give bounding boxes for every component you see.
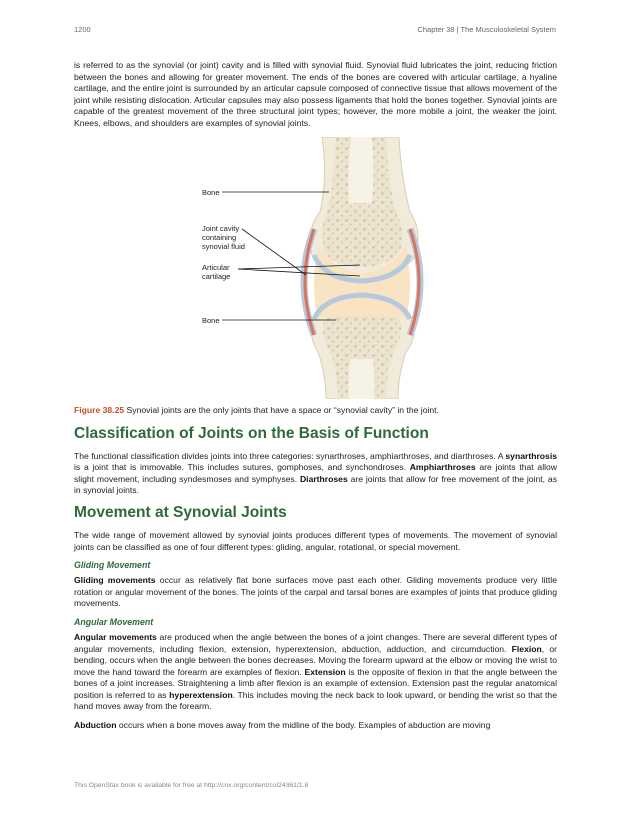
text-run: is a joint that is immovable. This includes sutures, gomphoses, and synchondroses. <box>74 462 410 473</box>
term-flexion: Flexion <box>511 643 542 654</box>
text-run: occur as relatively flat bone surfaces move past each other. Gliding movements produce very little rotation or angular movement of the bones. The joints of the carpal and tarsal bones are examples of joints that produce gliding movements. <box>74 575 557 609</box>
gliding-paragraph <box>74 575 557 610</box>
synovial-joint-figure <box>74 137 557 399</box>
synovial-joint-diagram <box>74 137 557 399</box>
page-footer: This OpenStax book is available for free at http://cnx.org/content/col24361/1.8 <box>74 782 309 789</box>
text-run: are joints that allow slight movement, including syndesmoses and symphyses. <box>74 462 558 484</box>
text-run: . This includes moving the neck back to look upward, or bending the wrist so that the hand moves away from the forearm. <box>74 689 557 712</box>
term-hyperextension: hyperextension <box>169 689 233 700</box>
term-abduction: Abduction <box>74 720 117 731</box>
term-diarthroses: Diarthroses <box>299 473 348 484</box>
label-bone-top: Bone <box>202 187 220 197</box>
text-run: occurs when a bone moves away from the midline of the body. Examples of abduction are moving <box>116 720 491 731</box>
subheading-gliding: Gliding Movement <box>74 560 151 571</box>
intro-paragraph: is referred to as the synovial (or joint) cavity and is filled with synovial fluid. Synovial fluid lubricates the joint, reducing friction between the bones and allowing for greater movement. The ends of the bones are covered with articular cartilage, a hyaline cartilage, and the entire joint is surrounded by an articular capsule composed of connective tissue that allows movement of the joint while resisting dislocation. Articular capsules may also possess ligaments that hold the bones together. Synovial joints are capable of the greatest movement of the three structural joint types; however, the more mobile a joint, the weaker the joint. Knees, elbows, and shoulders are examples of synovial joints. <box>74 60 557 128</box>
label-cavity-2: containing <box>202 232 237 242</box>
page-number: 1200 <box>74 25 91 34</box>
angular-paragraph <box>74 632 557 713</box>
figure-caption <box>74 405 557 416</box>
term-amphiarthroses: Amphiarthroses <box>409 462 476 473</box>
figure-caption-label: Figure 38.25 <box>74 404 125 415</box>
term-synarthrosis: synarthrosis <box>505 450 557 461</box>
term-gliding-movements: Gliding movements <box>74 575 156 586</box>
figure-caption-text: Synovial joints are the only joints that have a space or “synovial cavity” in the joint. <box>124 404 439 415</box>
text-run: is the opposite of flexion in that the angle between the bones of a joint increases. Straightening a limb after flexion is an example of extension. Extension past the regular anatomical position is referred to as <box>74 666 557 700</box>
label-cartilage-2: cartilage <box>202 271 231 281</box>
section-heading-classification: Classification of Joints on the Basis of Function <box>74 424 429 442</box>
section-heading-movement: Movement at Synovial Joints <box>74 503 287 521</box>
label-cavity-1: Joint cavity <box>202 223 240 233</box>
movement-intro-paragraph: The wide range of movement allowed by synovial joints produces different types of movements. The movement of synovial joints can be classified as one of four different types: gliding, angular, rotational, or special movement. <box>74 529 557 552</box>
term-extension: Extension <box>304 666 346 677</box>
page-content <box>74 60 557 739</box>
text-run: The functional classification divides joints into three categories: synarthroses, amphiarthroses, and diarthroses. A <box>74 450 506 461</box>
page-header <box>74 25 556 34</box>
text-run: are joints that allow for free movement of the joint, as in synovial joints. <box>74 473 557 496</box>
subheading-angular: Angular Movement <box>74 616 154 627</box>
text-run: , or bending, occurs when the angle between the bones decreases. Moving the forearm upward at the elbow or moving the wrist to move the hand toward the forearm are examples of flexion. <box>74 643 557 677</box>
term-angular-movements: Angular movements <box>74 631 157 642</box>
text-run: are produced when the angle between the bones of a joint changes. There are several different types of angular movements, including flexion, extension, hyperextension, abduction, adduction, and circumduction. <box>74 631 557 654</box>
label-bone-bottom: Bone <box>202 315 220 325</box>
classification-paragraph <box>74 451 557 497</box>
label-cartilage-1: Articular <box>202 262 230 272</box>
label-cavity-3: synovial fluid <box>202 241 245 251</box>
abduction-paragraph <box>74 720 557 732</box>
chapter-title: Chapter 38 | The Musculoskeletal System <box>417 25 556 34</box>
